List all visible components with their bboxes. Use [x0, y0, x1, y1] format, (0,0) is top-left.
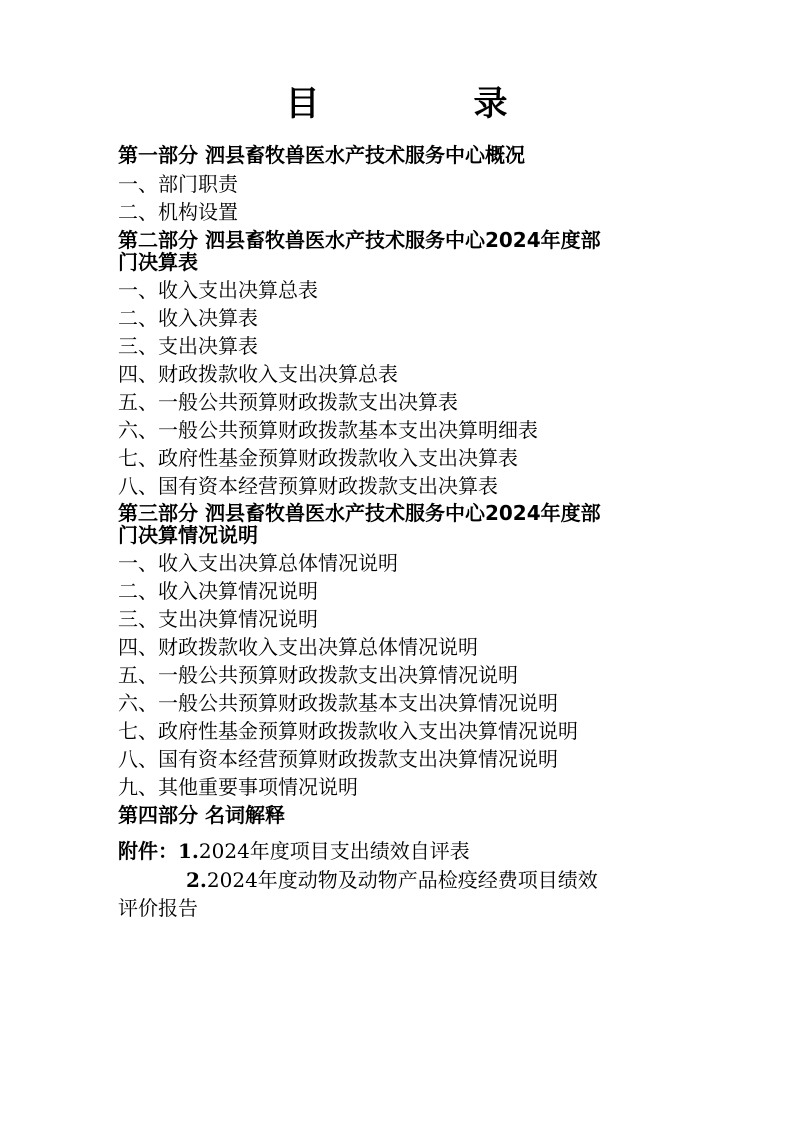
- toc-item: 二、机构设置: [118, 200, 238, 224]
- part1-heading: 第一部分 泗县畜牧兽医水产技术服务中心概况: [118, 143, 525, 167]
- attachment-item-1: [118, 838, 470, 864]
- toc-item: 五、一般公共预算财政拨款支出决算表: [118, 390, 458, 414]
- toc-item: 六、一般公共预算财政拨款基本支出决算明细表: [118, 418, 538, 442]
- toc-item: 八、国有资本经营预算财政拨款支出决算情况说明: [118, 747, 558, 771]
- toc-item: 一、收入支出决算总表: [118, 278, 318, 302]
- part2-heading-line1: 第二部分 泗县畜牧兽医水产技术服务中心2024年度部: [118, 228, 601, 252]
- toc-item: 二、收入决算表: [118, 306, 258, 330]
- toc-item: 五、一般公共预算财政拨款支出决算情况说明: [118, 663, 518, 687]
- toc-item: 九、其他重要事项情况说明: [118, 775, 358, 799]
- toc-item: 三、支出决算表: [118, 334, 258, 358]
- attachment-title: 2024年度项目支出绩效自评表: [198, 839, 470, 863]
- attachment-label: 附件：: [118, 839, 178, 863]
- toc-item: 四、财政拨款收入支出决算总体情况说明: [118, 635, 478, 659]
- attachment-number: 1.: [178, 839, 199, 863]
- page-title: 目 录: [285, 84, 568, 124]
- toc-item: 八、国有资本经营预算财政拨款支出决算表: [118, 474, 498, 498]
- toc-item: 三、支出决算情况说明: [118, 607, 318, 631]
- part2-heading-line2: 门决算表: [118, 250, 198, 274]
- toc-item: 六、一般公共预算财政拨款基本支出决算情况说明: [118, 691, 558, 715]
- part4-heading: 第四部分 名词解释: [118, 803, 285, 827]
- toc-item: 一、收入支出决算总体情况说明: [118, 551, 398, 575]
- part3-heading-line2: 门决算情况说明: [118, 523, 258, 547]
- toc-item: 七、政府性基金预算财政拨款收入支出决算情况说明: [118, 719, 578, 743]
- attachment-item-2: [186, 867, 598, 893]
- toc-item: 七、政府性基金预算财政拨款收入支出决算表: [118, 446, 518, 470]
- part3-heading-line1: 第三部分 泗县畜牧兽医水产技术服务中心2024年度部: [118, 501, 601, 525]
- toc-item: 一、部门职责: [118, 172, 238, 196]
- toc-item: 二、收入决算情况说明: [118, 579, 318, 603]
- toc-item: 四、财政拨款收入支出决算总表: [118, 362, 398, 386]
- attachment-title: 2024年度动物及动物产品检疫经费项目绩效: [206, 868, 598, 892]
- attachment-number: 2.: [186, 868, 207, 892]
- attachment-item-2-continued: 评价报告: [118, 896, 198, 920]
